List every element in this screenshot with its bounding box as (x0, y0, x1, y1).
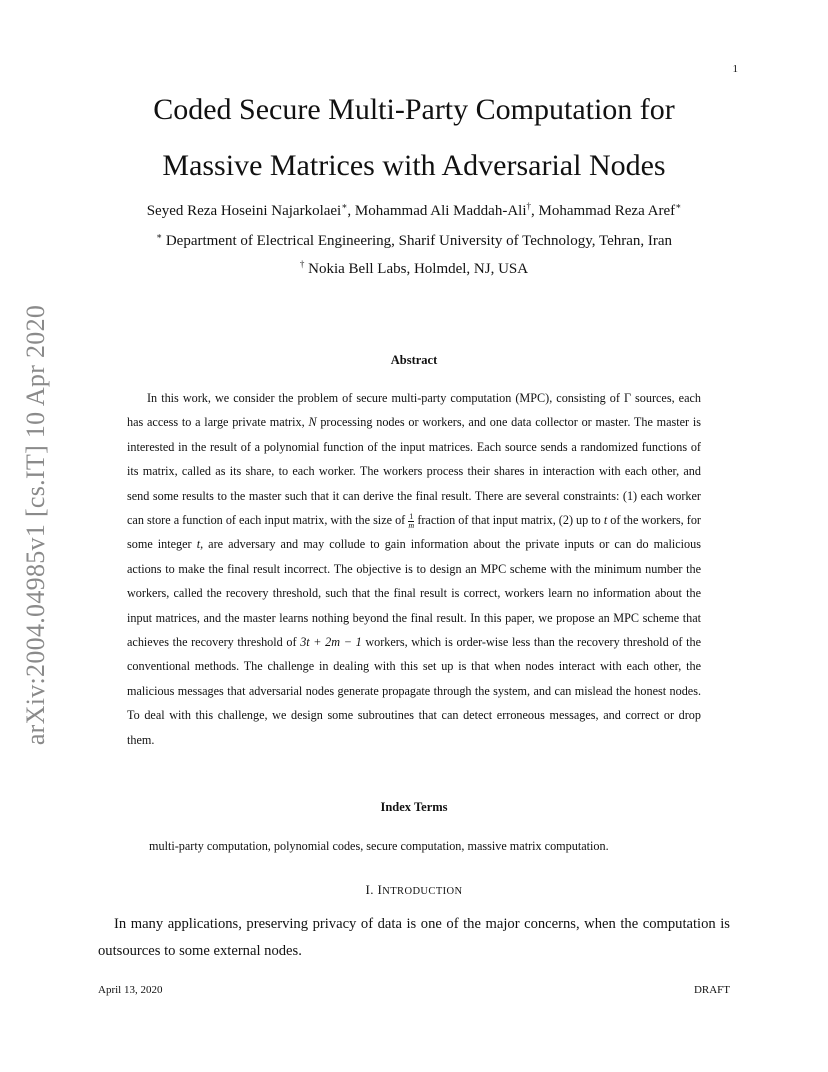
affiliation-mark: ∗ (341, 201, 348, 211)
paper-title (98, 82, 730, 194)
title-line-2: Massive Matrices with Adversarial Nodes (162, 149, 666, 182)
footer-status: DRAFT (693, 984, 730, 996)
author-name: Seyed Reza Hoseini Najarkolaei (146, 203, 342, 219)
affiliation-text: Nokia Bell Labs, Holmdel, NJ, USA (304, 261, 529, 277)
abstract-heading: Abstract (390, 353, 438, 367)
page-number: 1 (732, 63, 738, 75)
index-terms-heading: Index Terms (380, 800, 448, 814)
title-line-1: Coded Secure Multi-Party Computation for (153, 93, 675, 126)
affiliation-nokia (98, 261, 730, 278)
index-terms-text: multi-party computation, polynomial codes, secure computation, massive matrix computation. (149, 839, 609, 853)
abstract-text: In this work, we consider the problem of secure multi-party computation (MPC), consisting of Γ sources, each has access to a large private matrix, N processing nodes or workers, and one data collector or master. The master is interested in the result of a polynomial function of the input matrices. Each source sends a randomized functions of its matrix, called as its share, to each worker. The workers process their shares in interaction with each other, and send some results to the master such that it can derive the final result. There are several constraints: (1) each worker can store a function of each input matrix, with the size of $\frac{1}{m}$ fraction of that input matrix, (2) up to t of the workers, for some integer t, are adversary and may collude to gain information about the private inputs or can do malicious actions to make the final result incorrect. The objective is to design an MPC scheme with the minimum number the workers, called the recovery threshold, such that the final result is correct, workers learn no information about the input matrices, and the master learns nothing beyond the final result. In this paper, we propose an MPC scheme that achieves the recovery threshold of 3t + 2m − 1 workers, which is order-wise less than the recovery threshold of the conventional methods. The challenge in dealing with this set up is that when nodes interact with each other, the malicious messages that adversarial nodes generate propagate through the system, and can mislead the honest nodes. To deal with this challenge, we design some subroutines that can detect erroneous messages, and correct or drop them. (127, 391, 701, 747)
arxiv-identifier-stamp[interactable]: arXiv:2004.04985v1 [cs.IT] 10 Apr 2020 (21, 304, 50, 746)
section-heading-introduction: I. INTRODUCTION (365, 882, 463, 897)
affiliation-text: Department of Electrical Engineering, Sharif University of Technology, Tehran, Iran (162, 233, 673, 249)
math-var: t (603, 513, 608, 528)
affiliation-sharif (98, 233, 730, 250)
author-list (98, 203, 730, 220)
affiliation-mark: ∗ (155, 231, 163, 241)
affiliation-mark: ∗ (675, 201, 682, 211)
affiliation-mark: † (299, 259, 305, 269)
math-var: t (196, 537, 201, 552)
introduction-text: In many applications, preserving privacy of data is one of the major concerns, when the computation is outsources to some external nodes. (98, 916, 730, 959)
author-separator: , (347, 203, 355, 219)
author-name: Mohammad Reza Aref (538, 203, 676, 219)
math-var: N (308, 415, 317, 430)
affiliation-mark: † (526, 201, 532, 211)
math-formula: 3t + 2m − 1 (300, 635, 362, 650)
footer-date: April 13, 2020 (98, 984, 163, 996)
fraction: $\frac{1}{m}$ (408, 512, 415, 531)
author-name: Mohammad Ali Maddah-Ali (354, 203, 527, 219)
author-separator: , (531, 203, 539, 219)
